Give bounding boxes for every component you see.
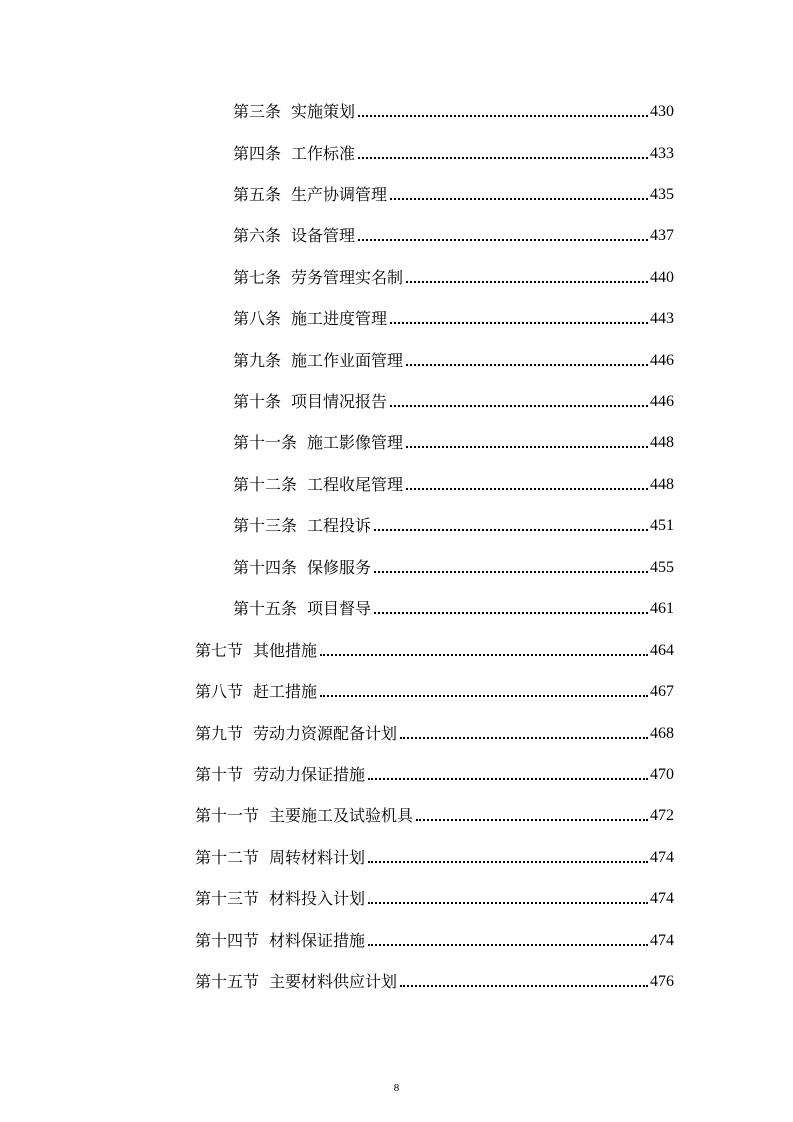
toc-entry[interactable]: [195, 842, 674, 868]
dot-leader: [400, 737, 648, 739]
dot-leader: [390, 198, 648, 200]
toc-entry-title: 设备管理: [291, 226, 356, 245]
toc-entry-number: 第七节: [195, 641, 244, 660]
toc-entry-number: 第十条: [233, 392, 282, 411]
toc-entry-number: 第八节: [195, 682, 244, 701]
dot-leader: [320, 695, 648, 697]
toc-entry[interactable]: [233, 345, 674, 371]
toc-entry[interactable]: [195, 676, 674, 702]
toc-entry-page: 451: [650, 517, 674, 534]
toc-entry[interactable]: [195, 966, 674, 992]
toc-entry-title: 施工影像管理: [307, 433, 404, 452]
toc-entry-page: 461: [650, 600, 674, 617]
toc-entry-title: 劳务管理实名制: [291, 268, 404, 287]
toc-entry[interactable]: [195, 883, 674, 909]
toc-entry-page: 474: [650, 932, 674, 949]
toc-entry-page: 464: [650, 642, 674, 659]
toc-entry-number: 第九条: [233, 351, 282, 370]
dot-leader: [400, 985, 648, 987]
dot-leader: [374, 571, 648, 573]
toc-entry[interactable]: [195, 718, 674, 744]
toc-entry-number: 第十一条: [233, 433, 298, 452]
toc-entry-title: 项目督导: [307, 599, 372, 618]
dot-leader: [358, 239, 648, 241]
toc-entry-number: 第十三节: [195, 889, 260, 908]
toc-entry-title: 施工作业面管理: [291, 351, 404, 370]
toc-entry-number: 第十四条: [233, 558, 298, 577]
dot-leader: [358, 115, 648, 117]
toc-entry[interactable]: [195, 925, 674, 951]
dot-leader: [416, 819, 648, 821]
toc-entry-title: 劳动力资源配备计划: [253, 724, 398, 743]
toc-entry-page: 433: [650, 145, 674, 162]
toc-entry-page: 470: [650, 766, 674, 783]
toc-entry[interactable]: [233, 469, 674, 495]
dot-leader: [406, 446, 648, 448]
dot-leader: [368, 944, 648, 946]
dot-leader: [368, 902, 648, 904]
toc-entry-page: 437: [650, 227, 674, 244]
toc-entry-page: 467: [650, 683, 674, 700]
toc-entry[interactable]: [233, 386, 674, 412]
toc-entry[interactable]: [233, 220, 674, 246]
toc-entry-number: 第三条: [233, 102, 282, 121]
toc-entry[interactable]: [233, 593, 674, 619]
dot-leader: [368, 861, 648, 863]
toc-entry-page: 440: [650, 269, 674, 286]
toc-entry-title: 材料保证措施: [269, 931, 366, 950]
toc-entry-number: 第十节: [195, 765, 244, 784]
toc-entry-number: 第四条: [233, 144, 282, 163]
toc-entry-title: 工作标准: [291, 144, 356, 163]
toc-entry-title: 项目情况报告: [291, 392, 388, 411]
page-number: 8: [393, 1082, 400, 1094]
toc-entry-page: 476: [650, 973, 674, 990]
toc-entry-title: 工程投诉: [307, 516, 372, 535]
toc-entry[interactable]: [195, 800, 674, 826]
dot-leader: [406, 364, 648, 366]
toc-entry-title: 主要施工及试验机具: [269, 806, 414, 825]
toc-entry-page: 430: [650, 103, 674, 120]
toc-entry-page: 448: [650, 476, 674, 493]
toc-entry[interactable]: [195, 635, 674, 661]
dot-leader: [374, 529, 648, 531]
toc-entry[interactable]: [233, 138, 674, 164]
toc-entry-title: 工程收尾管理: [307, 475, 404, 494]
toc-entry[interactable]: [233, 510, 674, 536]
toc-entry-number: 第六条: [233, 226, 282, 245]
toc-entry[interactable]: [233, 552, 674, 578]
toc-entry-number: 第五条: [233, 185, 282, 204]
toc-entry-title: 赶工措施: [253, 682, 318, 701]
toc-entry-number: 第十二条: [233, 475, 298, 494]
dot-leader: [406, 488, 648, 490]
toc-entry-page: 446: [650, 393, 674, 410]
toc-entry-title: 其他措施: [253, 641, 318, 660]
toc-entry-title: 施工进度管理: [291, 309, 388, 328]
toc-entry-number: 第十四节: [195, 931, 260, 950]
toc-entry-number: 第十五节: [195, 972, 260, 991]
toc-entry-page: 435: [650, 186, 674, 203]
toc-entry-number: 第七条: [233, 268, 282, 287]
toc-entry-page: 472: [650, 807, 674, 824]
toc-entry[interactable]: [233, 96, 674, 122]
toc-entry-title: 材料投入计划: [269, 889, 366, 908]
dot-leader: [374, 612, 648, 614]
toc-entry-page: 446: [650, 352, 674, 369]
toc-entry-title: 生产协调管理: [291, 185, 388, 204]
toc-entry[interactable]: [233, 179, 674, 205]
dot-leader: [368, 778, 648, 780]
toc-entry-title: 劳动力保证措施: [253, 765, 366, 784]
dot-leader: [390, 405, 648, 407]
toc-entry-number: 第十一节: [195, 806, 260, 825]
toc-entry-title: 实施策划: [291, 102, 356, 121]
toc-entry[interactable]: [195, 759, 674, 785]
toc-entry-number: 第九节: [195, 724, 244, 743]
toc-entry-number: 第十三条: [233, 516, 298, 535]
toc-entry-page: 468: [650, 725, 674, 742]
toc-entry-page: 474: [650, 849, 674, 866]
toc-entry-page: 474: [650, 890, 674, 907]
toc-entry-number: 第十五条: [233, 599, 298, 618]
toc-entry-title: 主要材料供应计划: [269, 972, 398, 991]
dot-leader: [406, 281, 648, 283]
toc-entry[interactable]: [233, 262, 674, 288]
toc-entry[interactable]: [233, 303, 674, 329]
toc-entry-number: 第十二节: [195, 848, 260, 867]
dot-leader: [358, 157, 648, 159]
dot-leader: [320, 654, 648, 656]
toc-entry-page: 455: [650, 559, 674, 576]
toc-entry-page: 443: [650, 310, 674, 327]
dot-leader: [390, 322, 648, 324]
toc-entry[interactable]: [233, 427, 674, 453]
toc-entry-page: 448: [650, 434, 674, 451]
toc-entry-number: 第八条: [233, 309, 282, 328]
toc-entry-title: 保修服务: [307, 558, 372, 577]
toc-entry-title: 周转材料计划: [269, 848, 366, 867]
